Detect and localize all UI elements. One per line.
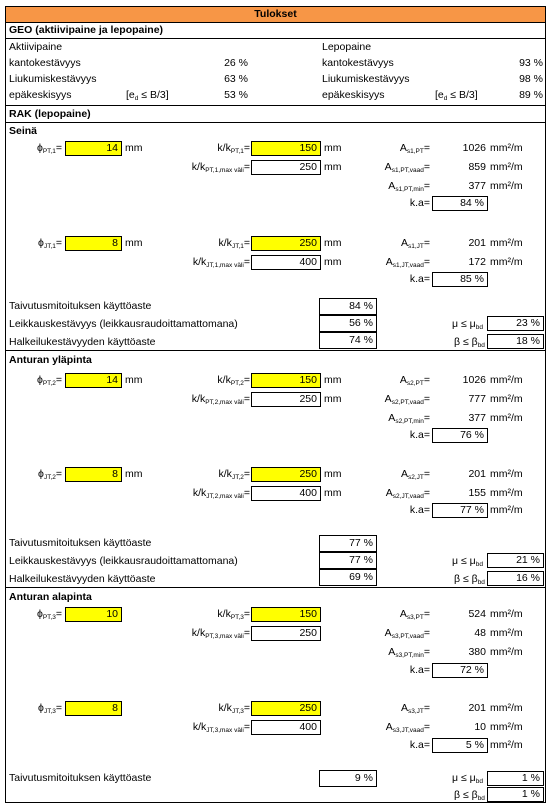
area-value: 377 [468,180,486,192]
unit-label: mm²/m [490,142,523,154]
ka-value: 72 % [432,663,488,678]
ka-label: k.a= [409,739,430,751]
geo-rest-label: Liukumiskestävyys [322,73,410,85]
phi-input[interactable]: 14 [65,373,122,388]
phi-label: $\phi_{PT,3}=$ [36,608,62,621]
area-value: 201 [468,702,486,714]
unit-label: mm [324,161,342,173]
unit-label: mm²/m [490,468,523,480]
geo-rest-label: epäkeskisyys [322,89,385,101]
phi-label: $\phi_{PT,2}=$ [36,374,62,387]
spacing-label: $k/k_{PT,1}=$ [217,142,250,155]
unit-label: mm [125,468,143,480]
ka-label: k.a= [409,273,430,285]
area-value: 1026 [462,374,486,386]
ka-value: 77 % [432,503,488,518]
unit-label: mm²/m [490,161,523,173]
geo-rest-value: 93 % [519,57,543,69]
results-header [6,7,545,23]
ka-value: 5 % [432,738,488,753]
area-value: 48 [474,627,486,639]
area-label: $A_{s3,PT,min}=$ [388,646,430,659]
geo-heading: GEO (aktiivipaine ja lepopaine) [9,24,164,36]
area-value: 172 [468,256,486,268]
condition-value: 1 % [487,771,544,786]
geo-rest-value: 98 % [519,73,543,85]
summary-value: 77 % [319,552,377,569]
unit-label: mm [125,374,143,386]
max-spacing-value: 400 [251,720,321,735]
max-spacing-label: $k/k_{PT,1,max väli}=$ [191,161,250,174]
results-sheet [5,6,546,803]
geo-rest-label: kantokestävyys [322,57,394,69]
unit-label: mm²/m [490,237,523,249]
area-label: $A_{s1,JT}=$ [400,237,430,250]
area-value: 380 [468,646,486,658]
max-spacing-value: 250 [251,160,321,175]
area-value: 777 [468,393,486,405]
area-label: $A_{s3,PT}=$ [399,608,430,621]
ka-label: k.a= [409,664,430,676]
summary-value: 69 % [319,569,377,586]
spacing-input[interactable]: 250 [251,701,321,716]
geo-rest-value: 89 % [519,89,543,101]
geo-active-label: Liukumiskestävyys [9,73,97,85]
area-value: 524 [468,608,486,620]
condition-label: $\mu \le \mu_{bd}$ [452,772,483,785]
summary-value: 74 % [319,332,377,349]
ka-label: k.a= [409,504,430,516]
condition-label: $\mu \le \mu_{bd}$ [452,318,483,331]
phi-label: $\phi_{JT,3}=$ [38,702,62,715]
unit-label: mm²/m [490,646,523,658]
condition-label: $\mu \le \mu_{bd}$ [452,555,483,568]
unit-label: mm [324,142,342,154]
unit-label: mm²/m [490,256,523,268]
summary-value: 84 % [319,298,377,315]
geo-active-value: 53 % [224,89,248,101]
spacing-label: $k/k_{PT,2}=$ [217,374,250,387]
unit-label: mm [125,237,143,249]
section-title: Anturan yläpinta [9,354,92,366]
rak-heading: RAK (lepopaine) [9,108,91,120]
summary-value: 9 % [319,770,377,787]
condition-label: $\beta \le \beta_{bd}$ [454,789,485,802]
area-label: $A_{s1,PT,vaad}=$ [384,161,430,174]
divider [6,587,545,588]
summary-label: Taivutusmitoituksen käyttöaste [9,537,152,549]
area-label: $A_{s3,JT,vaad}=$ [385,721,430,734]
area-label: $A_{s2,PT,vaad}=$ [384,393,430,406]
geo-active-note: $[e_d \le B/3]$ [126,89,169,102]
results-title: Tulokset [254,8,297,20]
max-spacing-value: 250 [251,392,321,407]
phi-label: $\phi_{PT,1}=$ [36,142,62,155]
phi-input[interactable]: 10 [65,607,122,622]
area-label: $A_{s3,JT}=$ [400,702,430,715]
divider [6,38,545,39]
spacing-label: $k/k_{JT,3}=$ [218,702,250,715]
area-value: 201 [468,468,486,480]
area-label: $A_{s1,PT,min}=$ [388,180,430,193]
phi-input[interactable]: 8 [65,701,122,716]
max-spacing-label: $k/k_{PT,3,max väli}=$ [191,627,250,640]
unit-label: mm²/m [490,702,523,714]
divider [6,105,545,106]
geo-active-value: 63 % [224,73,248,85]
condition-value: 18 % [487,334,544,349]
spacing-input[interactable]: 150 [251,373,321,388]
max-spacing-value: 400 [251,255,321,270]
summary-label: Taivutusmitoituksen käyttöaste [9,772,152,784]
area-value: 377 [468,412,486,424]
max-spacing-label: $k/k_{JT,1,max väli}=$ [192,256,250,269]
unit-label: mm²/m [490,721,523,733]
area-value: 201 [468,237,486,249]
unit-label: mm²/m [490,374,523,386]
geo-rest-note: $[e_d \le B/3]$ [435,89,478,102]
unit-label: mm [324,374,342,386]
spacing-input[interactable]: 150 [251,141,321,156]
condition-label: $\beta \le \beta_{bd}$ [454,573,485,586]
ka-value: 85 % [432,272,488,287]
summary-label: Leikkauskestävyys (leikkausraudoittamattomana) [9,318,238,330]
phi-input[interactable]: 8 [65,467,122,482]
unit-label: mm [324,393,342,405]
area-label: $A_{s2,JT,vaad}=$ [385,487,430,500]
geo-active-value: 26 % [224,57,248,69]
spacing-input[interactable]: 150 [251,607,321,622]
area-label: $A_{s1,PT}=$ [399,142,430,155]
condition-value: 16 % [487,571,544,586]
section-title: Anturan alapinta [9,591,92,603]
divider [6,122,545,123]
geo-active-label: epäkeskisyys [9,89,72,101]
spacing-input[interactable]: 250 [251,467,321,482]
geo-rest-head: Lepopaine [322,41,372,53]
area-label: $A_{s1,JT,vaad}=$ [385,256,430,269]
summary-label: Halkeilukestävyyden käyttöaste [9,336,156,348]
summary-label: Leikkauskestävyys (leikkausraudoittamattomana) [9,555,238,567]
area-label: $A_{s2,PT,min}=$ [388,412,430,425]
unit-label: mm²/m [490,487,523,499]
summary-value: 77 % [319,535,377,552]
max-spacing-value: 250 [251,626,321,641]
ka-value: 76 % [432,428,488,443]
spacing-label: $k/k_{PT,3}=$ [217,608,250,621]
condition-label: $\beta \le \beta_{bd}$ [454,336,485,349]
phi-input[interactable]: 8 [65,236,122,251]
area-value: 1026 [462,142,486,154]
unit-label: mm²/m [490,504,523,516]
area-label: $A_{s2,PT}=$ [399,374,430,387]
phi-label: $\phi_{JT,2}=$ [38,468,62,481]
summary-label: Halkeilukestävyyden käyttöaste [9,573,156,585]
max-spacing-label: $k/k_{JT,2,max väli}=$ [192,487,250,500]
geo-active-label: kantokestävyys [9,57,81,69]
unit-label: mm [324,237,342,249]
unit-label: mm²/m [490,393,523,405]
divider [6,350,545,351]
area-value: 10 [474,721,486,733]
unit-label: mm²/m [490,739,523,751]
unit-label: mm [324,468,342,480]
max-spacing-label: $k/k_{PT,2,max väli}=$ [191,393,250,406]
phi-input[interactable]: 14 [65,141,122,156]
unit-label: mm²/m [490,627,523,639]
ka-label: k.a= [409,429,430,441]
ka-label: k.a= [409,197,430,209]
area-value: 155 [468,487,486,499]
condition-value: 21 % [487,553,544,568]
unit-label: mm²/m [490,180,523,192]
spacing-label: $k/k_{JT,1}=$ [218,237,250,250]
summary-label: Taivutusmitoituksen käyttöaste [9,300,152,312]
spacing-input[interactable]: 250 [251,236,321,251]
max-spacing-label: $k/k_{JT,3,max väli}=$ [192,721,250,734]
area-value: 859 [468,161,486,173]
condition-value: 1 % [487,787,544,802]
area-label: $A_{s3,PT,vaad}=$ [384,627,430,640]
phi-label: $\phi_{JT,1}=$ [38,237,62,250]
max-spacing-value: 400 [251,486,321,501]
geo-active-head: Aktiivipaine [9,41,63,53]
unit-label: mm [125,142,143,154]
section-title: Seinä [9,125,38,137]
spacing-label: $k/k_{JT,2}=$ [218,468,250,481]
ka-value: 84 % [432,196,488,211]
unit-label: mm [324,256,342,268]
unit-label: mm [324,487,342,499]
area-label: $A_{s2,JT}=$ [400,468,430,481]
unit-label: mm²/m [490,608,523,620]
summary-value: 56 % [319,315,377,332]
condition-value: 23 % [487,316,544,331]
unit-label: mm²/m [490,412,523,424]
